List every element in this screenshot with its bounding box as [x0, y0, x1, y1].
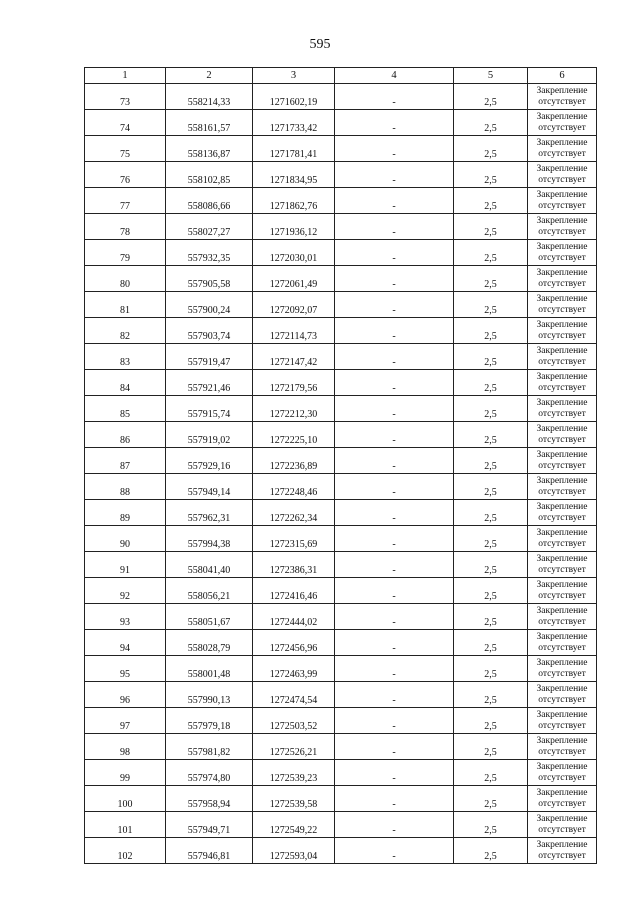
table-cell: Закрепление отсутствует [528, 604, 597, 630]
table-cell: Закрепление отсутствует [528, 448, 597, 474]
table-cell: 1272248,46 [253, 474, 335, 500]
table-cell: 558056,21 [166, 578, 253, 604]
table-cell: - [335, 344, 454, 370]
table-cell: - [335, 630, 454, 656]
table-cell: 1272444,02 [253, 604, 335, 630]
table-cell: 76 [85, 162, 166, 188]
table-cell: 558051,67 [166, 604, 253, 630]
table-cell: - [335, 656, 454, 682]
table-cell: - [335, 526, 454, 552]
table-cell: 1272236,89 [253, 448, 335, 474]
table-cell: 557990,13 [166, 682, 253, 708]
table-cell: 1272147,42 [253, 344, 335, 370]
table-cell: 2,5 [454, 136, 528, 162]
table-cell: 1272503,52 [253, 708, 335, 734]
table-cell: - [335, 266, 454, 292]
table-cell: 1271862,76 [253, 188, 335, 214]
table-cell: 97 [85, 708, 166, 734]
table-cell: 2,5 [454, 682, 528, 708]
table-cell: 558041,40 [166, 552, 253, 578]
table-cell: 2,5 [454, 838, 528, 864]
table-cell: - [335, 396, 454, 422]
table-cell: 557979,18 [166, 708, 253, 734]
table-cell: 87 [85, 448, 166, 474]
table-cell: Закрепление отсутствует [528, 708, 597, 734]
table-cell: 558028,79 [166, 630, 253, 656]
table-cell: - [335, 786, 454, 812]
table-cell: 89 [85, 500, 166, 526]
table-cell: Закрепление отсутствует [528, 188, 597, 214]
table-cell: - [335, 838, 454, 864]
table-cell: 1272539,23 [253, 760, 335, 786]
table-cell: 2,5 [454, 786, 528, 812]
table-cell: 2,5 [454, 656, 528, 682]
table-cell: 75 [85, 136, 166, 162]
table-cell: - [335, 292, 454, 318]
table-cell: Закрепление отсутствует [528, 760, 597, 786]
table-cell: Закрепление отсутствует [528, 162, 597, 188]
table-cell: 2,5 [454, 474, 528, 500]
table-cell: 2,5 [454, 188, 528, 214]
table-cell: - [335, 422, 454, 448]
table-cell: 85 [85, 396, 166, 422]
table-cell: - [335, 552, 454, 578]
table-cell: 98 [85, 734, 166, 760]
table-row [85, 656, 597, 682]
table-cell: 557929,16 [166, 448, 253, 474]
table-cell: Закрепление отсутствует [528, 838, 597, 864]
table-cell: 77 [85, 188, 166, 214]
table-cell: - [335, 370, 454, 396]
table-row [85, 84, 597, 110]
table-cell: 83 [85, 344, 166, 370]
table-cell: 2,5 [454, 240, 528, 266]
table-cell: - [335, 474, 454, 500]
table-cell: 1272416,46 [253, 578, 335, 604]
table-cell: 1272539,58 [253, 786, 335, 812]
column-header: 3 [253, 68, 335, 84]
table-cell: 558086,66 [166, 188, 253, 214]
table-cell: 2,5 [454, 812, 528, 838]
table-cell: 84 [85, 370, 166, 396]
table-cell: 1272262,34 [253, 500, 335, 526]
table-cell: 557919,47 [166, 344, 253, 370]
table-cell: 1272463,99 [253, 656, 335, 682]
table-row [85, 370, 597, 396]
table-cell: 99 [85, 760, 166, 786]
table-cell: 2,5 [454, 578, 528, 604]
table-row [85, 760, 597, 786]
table-cell: 557905,58 [166, 266, 253, 292]
table-cell: Закрепление отсутствует [528, 812, 597, 838]
table-cell: 557949,14 [166, 474, 253, 500]
table-cell: 557949,71 [166, 812, 253, 838]
table-row [85, 812, 597, 838]
table-cell: Закрепление отсутствует [528, 656, 597, 682]
table-cell: 74 [85, 110, 166, 136]
table-cell: 73 [85, 84, 166, 110]
table-cell: 2,5 [454, 422, 528, 448]
table-cell: 557932,35 [166, 240, 253, 266]
table-cell: 81 [85, 292, 166, 318]
table-cell: 557921,46 [166, 370, 253, 396]
table-cell: 2,5 [454, 110, 528, 136]
table-row [85, 344, 597, 370]
table-cell: Закрепление отсутствует [528, 110, 597, 136]
table-cell: 1271834,95 [253, 162, 335, 188]
table-cell: 91 [85, 552, 166, 578]
table-cell: 88 [85, 474, 166, 500]
table-cell: - [335, 812, 454, 838]
table-cell: 101 [85, 812, 166, 838]
table-cell: 558102,85 [166, 162, 253, 188]
table-cell: 1272456,96 [253, 630, 335, 656]
table-row [85, 578, 597, 604]
table-cell: 2,5 [454, 214, 528, 240]
table-row [85, 682, 597, 708]
table-row [85, 188, 597, 214]
table-cell: 2,5 [454, 448, 528, 474]
table-cell: 557974,80 [166, 760, 253, 786]
column-header: 2 [166, 68, 253, 84]
table-cell: Закрепление отсутствует [528, 370, 597, 396]
table-cell: 80 [85, 266, 166, 292]
table-row [85, 786, 597, 812]
table-cell: Закрепление отсутствует [528, 292, 597, 318]
table-cell: Закрепление отсутствует [528, 214, 597, 240]
table-row [85, 474, 597, 500]
table-cell: 2,5 [454, 734, 528, 760]
table-cell: Закрепление отсутствует [528, 84, 597, 110]
table-cell: Закрепление отсутствует [528, 266, 597, 292]
table-cell: 2,5 [454, 708, 528, 734]
table-cell: Закрепление отсутствует [528, 422, 597, 448]
table-row [85, 318, 597, 344]
table-cell: 1272061,49 [253, 266, 335, 292]
table-cell: Закрепление отсутствует [528, 630, 597, 656]
table-cell: 79 [85, 240, 166, 266]
column-header: 4 [335, 68, 454, 84]
table-cell: - [335, 578, 454, 604]
table-cell: 1271733,42 [253, 110, 335, 136]
table-cell: 2,5 [454, 552, 528, 578]
table-cell: - [335, 240, 454, 266]
table-row [85, 214, 597, 240]
table-cell: 2,5 [454, 162, 528, 188]
table-cell: 2,5 [454, 370, 528, 396]
table-cell: 557962,31 [166, 500, 253, 526]
column-header: 5 [454, 68, 528, 84]
table-cell: 2,5 [454, 292, 528, 318]
table-cell: Закрепление отсутствует [528, 396, 597, 422]
table-cell: 558161,57 [166, 110, 253, 136]
table-cell: 557915,74 [166, 396, 253, 422]
table-cell: - [335, 214, 454, 240]
table-cell: 86 [85, 422, 166, 448]
table-cell: 1272593,04 [253, 838, 335, 864]
table-row [85, 500, 597, 526]
table-row [85, 604, 597, 630]
table-cell: 2,5 [454, 604, 528, 630]
table-cell: 557981,82 [166, 734, 253, 760]
table-cell: 2,5 [454, 84, 528, 110]
table-row [85, 162, 597, 188]
table-cell: Закрепление отсутствует [528, 240, 597, 266]
table-row [85, 292, 597, 318]
table-cell: 1272549,22 [253, 812, 335, 838]
table-cell: 557958,94 [166, 786, 253, 812]
coordinates-table [84, 67, 597, 864]
table-row [85, 708, 597, 734]
page-number: 595 [309, 37, 331, 52]
table-row [85, 110, 597, 136]
table-cell: Закрепление отсутствует [528, 786, 597, 812]
table-cell: 1271781,41 [253, 136, 335, 162]
table-cell: 557900,24 [166, 292, 253, 318]
table-cell: 558001,48 [166, 656, 253, 682]
table-cell: - [335, 188, 454, 214]
table-cell: 78 [85, 214, 166, 240]
table-cell: - [335, 136, 454, 162]
table-row [85, 422, 597, 448]
table-row [85, 734, 597, 760]
table-cell: 1272225,10 [253, 422, 335, 448]
table-cell: Закрепление отсутствует [528, 500, 597, 526]
table-row [85, 396, 597, 422]
table-cell: Закрепление отсутствует [528, 552, 597, 578]
table-cell: 95 [85, 656, 166, 682]
table-cell: 1272315,69 [253, 526, 335, 552]
table-cell: 2,5 [454, 500, 528, 526]
table-cell: Закрепление отсутствует [528, 136, 597, 162]
column-header: 6 [528, 68, 597, 84]
table-cell: 1272212,30 [253, 396, 335, 422]
table-cell: 557994,38 [166, 526, 253, 552]
table-row [85, 240, 597, 266]
table-cell: 2,5 [454, 266, 528, 292]
table-cell: 1272114,73 [253, 318, 335, 344]
table-cell: 1271936,12 [253, 214, 335, 240]
table-cell: 1271602,19 [253, 84, 335, 110]
table-row [85, 552, 597, 578]
table-cell: - [335, 500, 454, 526]
table-cell: 94 [85, 630, 166, 656]
table-cell: - [335, 110, 454, 136]
table-cell: 1272179,56 [253, 370, 335, 396]
table-cell: 558214,33 [166, 84, 253, 110]
table-cell: Закрепление отсутствует [528, 318, 597, 344]
table-cell: 2,5 [454, 630, 528, 656]
table-cell: 102 [85, 838, 166, 864]
table-row [85, 266, 597, 292]
table-cell: 100 [85, 786, 166, 812]
table-cell: - [335, 708, 454, 734]
table-cell: 82 [85, 318, 166, 344]
table-cell: 558027,27 [166, 214, 253, 240]
table-row [85, 448, 597, 474]
table-cell: 557903,74 [166, 318, 253, 344]
table-cell: 2,5 [454, 396, 528, 422]
table-cell: 2,5 [454, 526, 528, 552]
table-cell: Закрепление отсутствует [528, 526, 597, 552]
table-row [85, 526, 597, 552]
table-cell: 1272474,54 [253, 682, 335, 708]
table-cell: 2,5 [454, 760, 528, 786]
table-cell: 557946,81 [166, 838, 253, 864]
table-cell: 1272030,01 [253, 240, 335, 266]
table-cell: - [335, 604, 454, 630]
table-cell: 1272526,21 [253, 734, 335, 760]
table-cell: - [335, 734, 454, 760]
table-cell: Закрепление отсутствует [528, 344, 597, 370]
table-cell: 1272386,31 [253, 552, 335, 578]
table-cell: 2,5 [454, 344, 528, 370]
table-cell: Закрепление отсутствует [528, 682, 597, 708]
table-cell: - [335, 162, 454, 188]
table-cell: - [335, 682, 454, 708]
table-cell: - [335, 84, 454, 110]
table-cell: 2,5 [454, 318, 528, 344]
table-cell: 92 [85, 578, 166, 604]
table-cell: Закрепление отсутствует [528, 578, 597, 604]
table-cell: - [335, 318, 454, 344]
table-cell: 1272092,07 [253, 292, 335, 318]
table-cell: 557919,02 [166, 422, 253, 448]
table-cell: 558136,87 [166, 136, 253, 162]
column-header: 1 [85, 68, 166, 84]
table-cell: 90 [85, 526, 166, 552]
table-cell: - [335, 448, 454, 474]
table-row [85, 136, 597, 162]
table-cell: 93 [85, 604, 166, 630]
table-cell: Закрепление отсутствует [528, 734, 597, 760]
table-cell: 96 [85, 682, 166, 708]
table-cell: - [335, 760, 454, 786]
table-cell: Закрепление отсутствует [528, 474, 597, 500]
table-header-row [85, 68, 597, 84]
table-row [85, 630, 597, 656]
table-row [85, 838, 597, 864]
